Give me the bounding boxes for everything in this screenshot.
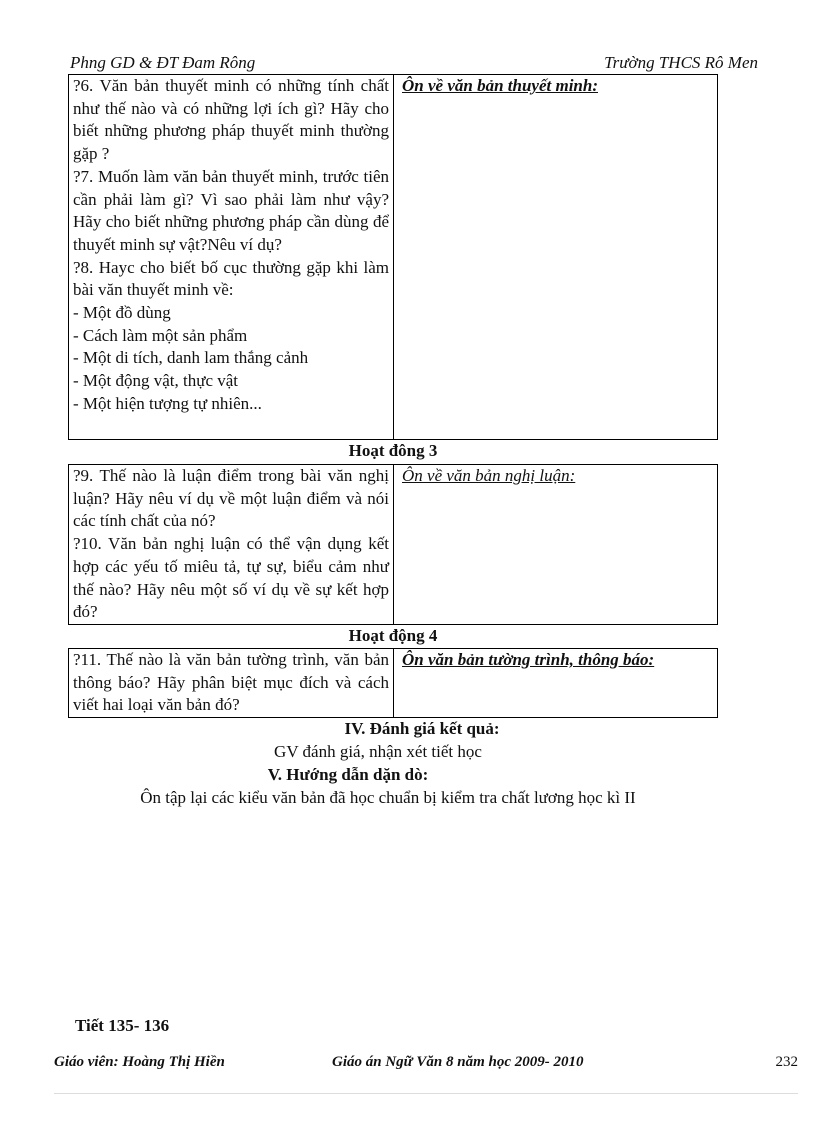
section-5-title: V. Hướng dẫn dặn dò: [267,765,429,784]
footer-teacher: Giáo viên: Hoàng Thị Hiền [54,1054,225,1070]
activity-4-heading: Hoạt động 4 [348,626,438,645]
questions-cell [69,465,394,625]
list-item: - Một hiện tượng tự nhiên... [73,393,262,413]
review-table-expository [68,74,718,440]
question-8: ?8. Hayc cho biết bố cục thường gặp khi làm bài văn thuyết minh về: [73,257,389,300]
list-item: - Một di tích, danh lam thắng cảnh [73,348,309,368]
question-6: ?6. Văn bản thuyết minh có những tính chất như thế nào và có những lợi ích gì? Hãy cho biết những phương pháp thuyết minh thường gặp ? [73,76,389,164]
question-10: ?10. Văn bản nghị luận có thể vận dụng kết hợp các yếu tố miêu tả, tự sự, biểu cảm như thế nào? Hãy nêu một số ví dụ về sự kết hợp đó? [73,534,389,622]
answer-heading: Ôn về văn bản nghị luận: [402,466,576,485]
section-5-text: Ôn tập lại các kiểu văn bản đã học chuẩn bị kiểm tra chất lương học kì II [140,788,636,807]
question-9: ?9. Thế nào là luận điểm trong bài văn nghị luận? Hãy nêu ví dụ về một luận điểm và nói các tính chất của nó? [73,466,389,531]
answer-cell [394,649,718,718]
list-item: - Một động vật, thực vật [73,371,239,391]
footer-divider [54,1093,798,1094]
questions-cell [69,75,394,440]
review-table-argumentative [68,464,718,625]
lesson-number: Tiết 135- 136 [75,1016,170,1035]
header-school-office: Phng GD & ĐT Đam Rông [70,53,256,72]
page-number: 232 [775,1054,798,1070]
list-item: - Một đồ dùng [73,303,171,323]
answer-heading: Ôn văn bản tường trình, thông báo: [402,650,655,669]
footer-lesson-plan: Giáo án Ngữ Văn 8 năm học 2009- 2010 [332,1054,584,1070]
answer-cell [394,75,718,440]
list-item: - Cách làm một sản phẩm [73,325,248,345]
section-4-title: IV. Đánh giá kết quả: [344,719,500,738]
answer-heading: Ôn về văn bản thuyết minh: [402,76,598,95]
section-4-text: GV đánh giá, nhận xét tiết học [274,742,482,761]
header-school-name: Trường THCS Rô Men [604,53,758,72]
question-7: ?7. Muốn làm văn bản thuyết minh, trước tiên cần phải làm gì? Vì sao phải làm như vậy? Hãy cho biết những phương pháp cần dùng để thuyết minh sự vật?Nêu ví dụ? [73,166,389,254]
review-table-report [68,648,718,718]
activity-3-heading: Hoạt đông 3 [348,441,438,460]
questions-cell [69,649,394,718]
answer-cell [394,465,718,625]
question-11: ?11. Thế nào là văn bản tường trình, văn bản thông báo? Hãy phân biệt mục đích và cách viết hai loại văn bản đó? [73,650,389,715]
